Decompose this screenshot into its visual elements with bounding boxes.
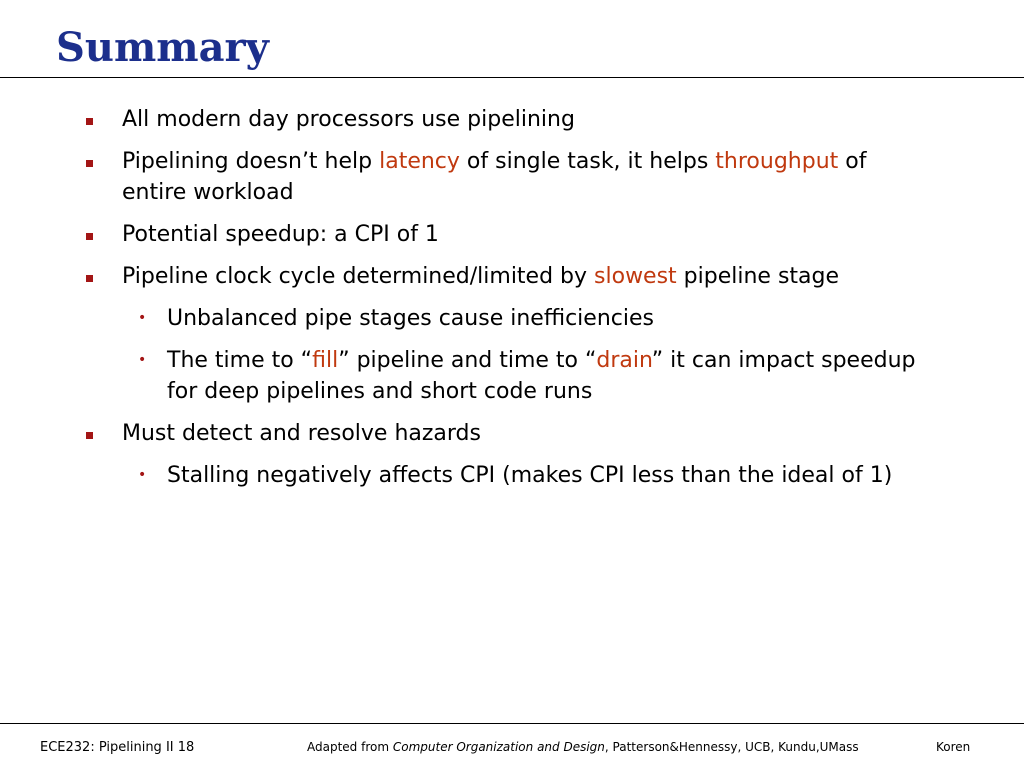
sub-bullet-text-post: ” it can impact speedup for deep pipelines and short code runs (167, 348, 916, 404)
sub-bullet-text: Stalling negatively affects CPI (makes CPI less than the ideal of 1) (167, 463, 893, 488)
square-bullet-icon (86, 432, 93, 439)
sub-bullet-text: Unbalanced pipe stages cause inefficiencies (167, 306, 654, 331)
bullet-text-pre: Pipeline clock cycle determined/limited by (122, 264, 595, 289)
footer-course-label: ECE232: Pipelining II 18 (40, 740, 195, 755)
footer-attribution (307, 739, 859, 755)
square-bullet-icon (86, 118, 93, 125)
bullet-text-mid: of single task, it helps (459, 149, 716, 174)
sub-bullet-text-pre: The time to “ (167, 348, 313, 373)
bullet-text: Must detect and resolve hazards (122, 421, 481, 446)
sub-bullet-item-4-1 (0, 303, 927, 334)
highlight-latency: latency (379, 149, 460, 174)
square-bullet-icon (86, 275, 93, 282)
bullet-item-4 (0, 261, 902, 292)
square-bullet-icon (86, 160, 93, 167)
attribution-suffix: , Patterson&Hennessy, UCB, Kundu,UMass (604, 740, 859, 754)
dot-bullet-icon: • (138, 352, 147, 368)
highlight-slowest: slowest (594, 264, 677, 289)
highlight-drain: drain (596, 348, 652, 373)
bullet-text-post: of entire workload (122, 149, 867, 205)
sub-bullet-item-5-1 (0, 460, 927, 491)
highlight-fill: fill (312, 348, 339, 373)
dot-bullet-icon: • (138, 467, 147, 483)
bullet-text: All modern day processors use pipelining (122, 107, 575, 132)
highlight-throughput: throughput (715, 149, 839, 174)
bullet-text-pre: Pipelining doesn’t help (122, 149, 380, 174)
bullet-item-2 (0, 146, 902, 208)
title-divider (0, 77, 1024, 78)
slide-title: Summary (56, 24, 269, 71)
footer-divider (0, 723, 1024, 724)
bullet-item-3 (0, 219, 902, 250)
sub-bullet-text-mid: ” pipeline and time to “ (338, 348, 597, 373)
bullet-text: Potential speedup: a CPI of 1 (122, 222, 439, 247)
attribution-prefix: Adapted from (307, 740, 393, 754)
sub-bullet-item-4-2 (0, 345, 927, 407)
bullet-text-post: pipeline stage (676, 264, 840, 289)
square-bullet-icon (86, 233, 93, 240)
attribution-book-title: Computer Organization and Design (392, 740, 605, 754)
bullet-list (0, 104, 1024, 502)
dot-bullet-icon: • (138, 310, 147, 326)
bullet-item-5 (0, 418, 902, 449)
footer-author: Koren (936, 740, 971, 754)
bullet-item-1 (0, 104, 902, 135)
